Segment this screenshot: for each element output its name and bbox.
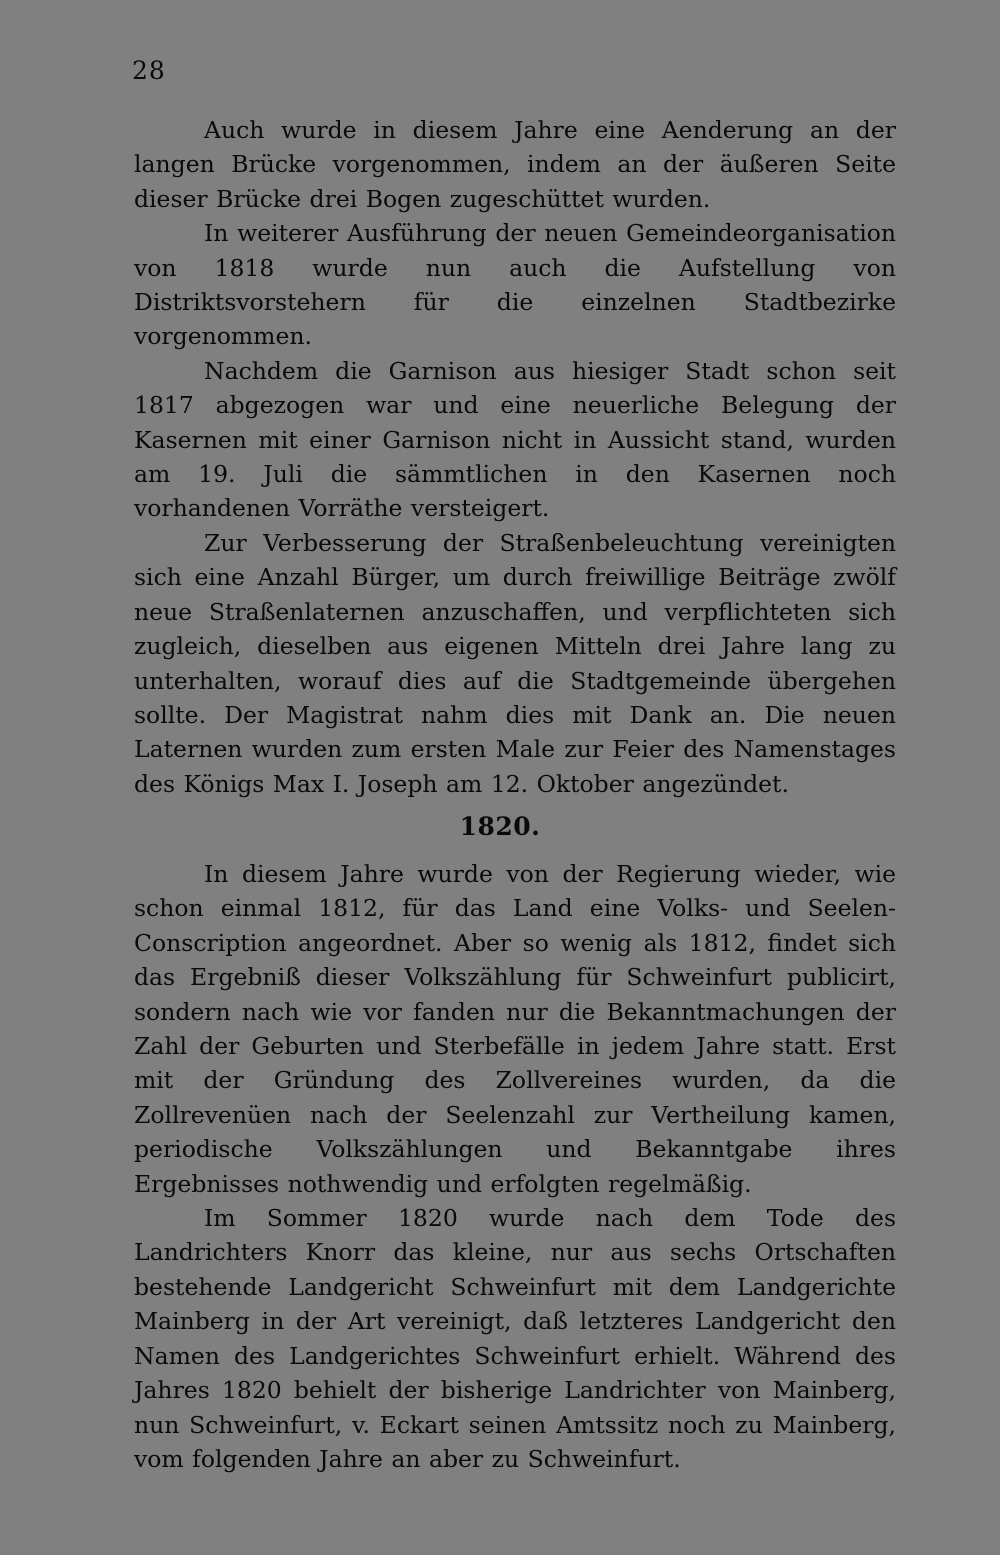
text-section xyxy=(134,113,896,801)
paragraph: In weiterer Ausführung der neuen Gemeindeorganisation von 1818 wurde nun auch die Aufstellung von Distriktsvorstehern für die einzelnen Stadtbezirke vorgenommen. xyxy=(134,219,896,351)
paragraph: Nachdem die Garnison aus hiesiger Stadt schon seit 1817 abgezogen war und eine neuerliche Belegung der Kasernen mit einer Garnison nicht in Aussicht stand, wurden am 19. Juli die sämmtlichen in den Kasernen noch vorhandenen Vorräthe versteigert. xyxy=(134,356,896,523)
paragraph: Im Sommer 1820 wurde nach dem Tode des Landrichters Knorr das kleine, nur aus sechs Ortschaften bestehende Landgericht Schweinfurt mit dem Landgerichte Mainberg in der Art vereinigt, daß letzteres Landgericht den Namen des Landgerichtes Schweinfurt erhielt. Während des Jahres 1820 behielt der bisherige Landrichter von Mainberg, nun Schweinfurt, v. Eckart seinen Amtssitz noch zu Mainberg, vom folgenden Jahre an aber zu Schweinfurt. xyxy=(134,1204,896,1473)
paragraph: Zur Verbesserung der Straßenbeleuchtung vereinigten sich eine Anzahl Bürger, um durch freiwillige Beiträge zwölf neue Straßenlaternen anzuschaffen, und verpflichteten sich zugleich, dieselben aus eigenen Mitteln drei Jahre lang zu unterhalten, worauf dies auf die Stadtgemeinde übergehen sollte. Der Magistrat nahm dies mit Dank an. Die neuen Laternen wurden zum ersten Male zur Feier des Namenstages des Königs Max I. Joseph am 12. Oktober angezündet. xyxy=(134,528,896,798)
paragraph: In diesem Jahre wurde von der Regierung wieder, wie schon einmal 1812, für das Land eine Volks- und Seelen-Conscription angeordnet. Aber so wenig als 1812, findet sich das Ergebniß dieser Volkszählung für Schweinfurt publicirt, sondern nach wie vor fanden nur die Bekanntmachungen der Zahl der Geburten und Sterbefälle in jedem Jahre statt. Erst mit der Gründung des Zollvereines wurden, da die Zollrevenüen nach der Seelenzahl zur Vertheilung kamen, periodische Volkszählungen und Bekanntgabe ihres Ergebnisses nothwendig und erfolgten regelmäßig. xyxy=(134,860,896,1198)
paragraph: Auch wurde in diesem Jahre eine Aenderung an der langen Brücke vorgenommen, indem an der äußeren Seite dieser Brücke drei Bogen zugeschüttet wurden. xyxy=(134,116,896,213)
text-section xyxy=(134,857,896,1476)
year-heading: 1820. xyxy=(459,812,541,841)
page-number: 28 xyxy=(132,56,166,85)
